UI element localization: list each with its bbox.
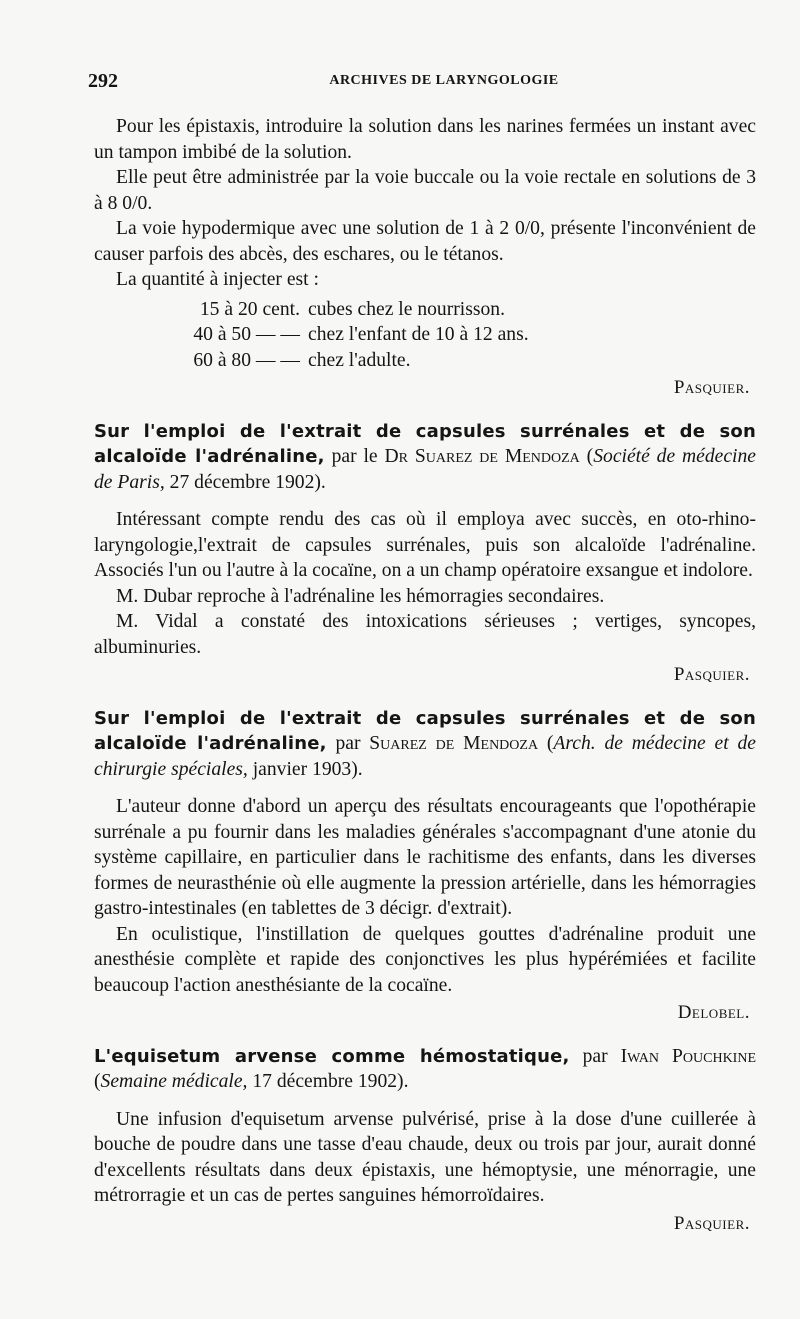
article-date: janvier 1903). bbox=[247, 758, 363, 780]
paren: ( bbox=[94, 1071, 101, 1092]
paragraph: Elle peut être administrée par la voie buccale ou la voie rectale en solutions de 3 à 8 0/0. bbox=[94, 167, 756, 214]
article-by: par bbox=[569, 1045, 621, 1067]
article-1 bbox=[94, 419, 756, 688]
paragraph: Pour les épistaxis, introduire la solution dans les narines fermées un instant avec un tampon imbibé de la solution. bbox=[94, 116, 756, 163]
article-title bbox=[94, 1044, 756, 1095]
signature: Delobel. bbox=[677, 1002, 750, 1023]
dosage-target: chez l'adulte. bbox=[308, 349, 411, 371]
dosage-row bbox=[94, 322, 756, 348]
running-title: ARCHIVES DE LARYNGOLOGIE bbox=[329, 73, 559, 88]
article-date: 27 décembre 1902). bbox=[164, 471, 326, 493]
paren: ( bbox=[579, 446, 594, 467]
page-header bbox=[88, 70, 760, 98]
dosage-amount: 15 à 20 cent. bbox=[199, 298, 300, 320]
article-title-bold: Sur l'emploi de l'extrait de capsules surrénales et de son alcaloïde l'adrénaline, bbox=[94, 420, 756, 467]
article-title bbox=[94, 706, 756, 783]
signature: Pasquier. bbox=[673, 377, 750, 398]
intro-section bbox=[94, 114, 756, 401]
article-source: Société de médecine de Paris, bbox=[94, 446, 756, 493]
article-by: par bbox=[326, 733, 370, 754]
paragraph: M. Vidal a constaté des intoxications sérieuses ; vertiges, syncopes, albuminuries. bbox=[94, 611, 756, 658]
page-number: 292 bbox=[88, 70, 118, 92]
signature: Pasquier. bbox=[673, 1212, 750, 1234]
paragraph: Une infusion d'equisetum arvense pulvérisé, prise à la dose d'une cuillerée à bouche de poudre dans une tasse d'eau chaude, deux ou trois par jour, aurait donné d'excellents résultats dans deux épistaxis, une hémoptysie, une ménorragie, une métrorragie et un cas de pertes sanguines hémorroïdaires. bbox=[94, 1108, 756, 1206]
dosage-row bbox=[94, 348, 756, 374]
article-author: Suarez de Mendoza bbox=[414, 446, 580, 467]
article-author: Suarez de Mendoza bbox=[369, 733, 539, 754]
paragraph: La voie hypodermique avec une solution de 1 à 2 0/0, présente l'inconvénient de causer parfois des abcès, des eschares, ou le tétanos. bbox=[94, 218, 756, 265]
article-date: 17 décembre 1902). bbox=[247, 1071, 409, 1092]
signature: Pasquier. bbox=[673, 664, 750, 685]
article-title bbox=[94, 419, 756, 496]
dosage-target: chez l'enfant de 10 à 12 ans. bbox=[308, 324, 529, 345]
paragraph: En oculistique, l'instillation de quelques gouttes d'adrénaline produit une anesthésie complète et rapide des conjonctives les plus hypérémiées et facilite beaucoup l'action anesthésiante de la cocaïne. bbox=[94, 923, 756, 996]
article-by: par le bbox=[324, 446, 385, 467]
paragraph: M. Dubar reproche à l'adrénaline les hémorragies secondaires. bbox=[116, 585, 605, 607]
article-2 bbox=[94, 706, 756, 1026]
paren: ( bbox=[538, 733, 554, 754]
article-source: Semaine médicale, bbox=[100, 1071, 248, 1092]
dosage-amount: 60 à 80 — — bbox=[193, 349, 300, 371]
paragraph: Intéressant compte rendu des cas où il employa avec succès, en oto-rhino-laryngologie,l'extrait de capsules surrénales, puis son alcaloïde l'adrénaline. Associés l'un ou l'autre à la cocaïne, on a un champ opératoire exsangue et indolore. bbox=[94, 509, 756, 581]
article-title-bold: L'equisetum arvense comme hémostatique, bbox=[94, 1045, 570, 1067]
article-3 bbox=[94, 1044, 756, 1237]
article-title-bold: Sur l'emploi de l'extrait de capsules surrénales et de son alcaloïde l'adrénaline, bbox=[94, 707, 756, 754]
article-doctor: Dr bbox=[384, 446, 408, 467]
dosage-row bbox=[94, 297, 756, 323]
paragraph: L'auteur donne d'abord un aperçu des résultats encourageants que l'opothérapie surrénale a pu fournir dans les maladies générales s'accompagnant d'une atonie du système capillaire, en particulier dans le rachitisme des enfants, dans les diverses formes de neurasthénie où elle augmente la pression artérielle, dans les hémorragies gastro-intestinales (en tablettes de 3 décigr. d'extrait). bbox=[94, 796, 756, 919]
article-author: Iwan Pouchkine bbox=[620, 1045, 757, 1067]
page-body bbox=[94, 114, 756, 1236]
article-source: Arch. de médecine et de chirurgie spéciales, bbox=[94, 733, 756, 780]
dosage-amount: 40 à 50 — — bbox=[193, 324, 300, 345]
paragraph: La quantité à injecter est : bbox=[116, 269, 319, 290]
dosage-target: cubes chez le nourrisson. bbox=[308, 298, 505, 320]
dosage-table bbox=[94, 297, 756, 374]
